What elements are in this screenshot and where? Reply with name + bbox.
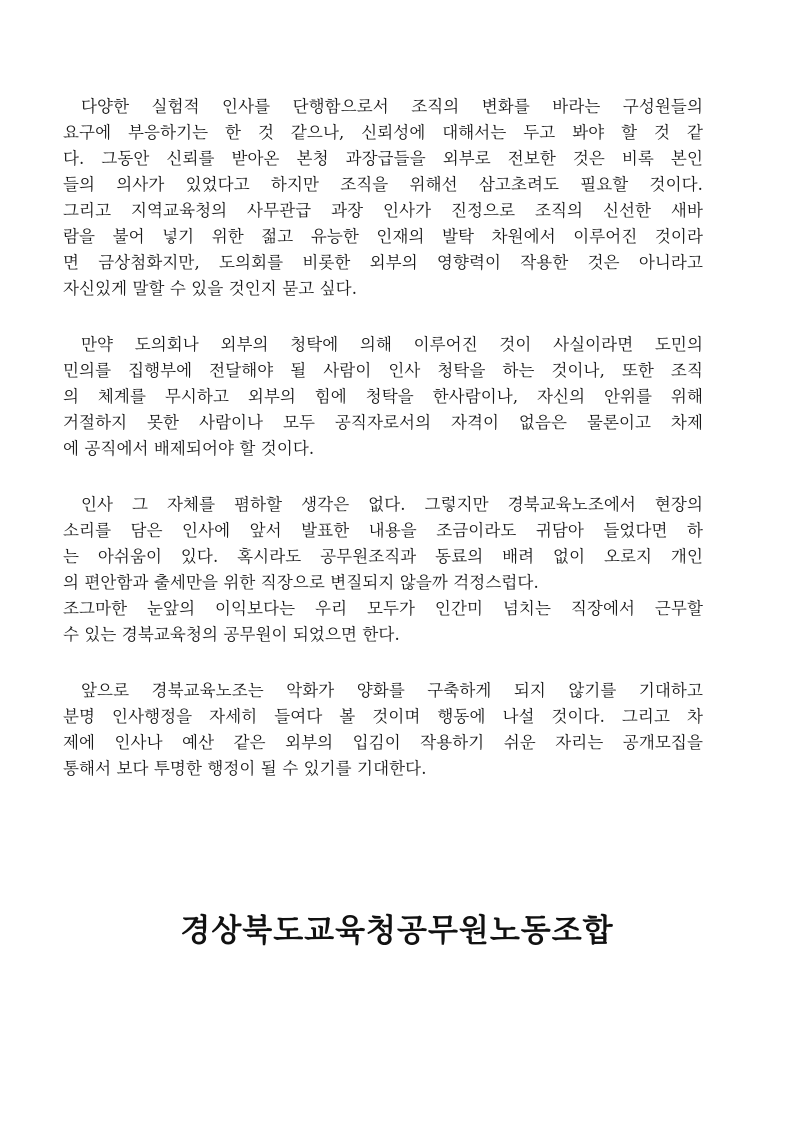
text-line: 면 금상첨화지만, 도의회를 비롯한 외부의 영향력이 작용한 것은 아니라고 (63, 253, 703, 272)
text-line: 통해서 보다 투명한 행정이 될 수 있기를 기대한다. (63, 759, 427, 778)
text-line: 요구에 부응하기는 한 것 같으나, 신뢰성에 대해서는 두고 봐야 할 것 같 (63, 123, 703, 142)
text-line: 만약 도의회나 외부의 청탁에 의해 이루어진 것이 사실이라면 도민의 (81, 335, 703, 354)
text-line: 자신있게 말할 수 있을 것인지 묻고 싶다. (63, 279, 358, 298)
text-line: 그리고 지역교육청의 사무관급 과장 인사가 진정으로 조직의 신선한 새바 (63, 201, 703, 220)
text-line: 다양한 실험적 인사를 단행함으로서 조직의 변화를 바라는 구성원들의 (81, 97, 703, 116)
paragraph-2 (63, 332, 703, 462)
text-line: 제에 인사나 예산 같은 외부의 입김이 작용하기 쉬운 자리는 공개모집을 (63, 733, 703, 752)
text-line: 민의를 집행부에 전달해야 될 사람이 인사 청탁을 하는 것이나, 또한 조직 (63, 361, 703, 380)
text-line: 다. 그동안 신뢰를 받아온 본청 과장급들을 외부로 전보한 것은 비록 본인 (63, 149, 703, 168)
text-line: 들의 의사가 있었다고 하지만 조직을 위해선 삼고초려도 필요할 것이다. (63, 175, 703, 194)
paragraph-1 (63, 94, 703, 302)
text-line: 인사 그 자체를 폄하할 생각은 없다. 그렇지만 경북교육노조에서 현장의 (81, 495, 703, 514)
text-line: 조그마한 눈앞의 이익보다는 우리 모두가 인간미 넘치는 직장에서 근무할 (63, 599, 703, 618)
text-line: 의 체계를 무시하고 외부의 힘에 청탁을 한사람이나, 자신의 안위를 위해 (63, 387, 703, 406)
signature-organization: 경상북도교육청공무원노동조합 (180, 913, 614, 949)
text-line: 람을 불어 넣기 위한 젊고 유능한 인재의 발탁 차원에서 이루어진 것이라 (63, 227, 703, 246)
text-line: 의 편안함과 출세만을 위한 직장으로 변질되지 않을까 걱정스럽다. (63, 573, 539, 592)
text-line: 소리를 담은 인사에 앞서 발표한 내용을 조금이라도 귀담아 들었다면 하 (63, 521, 703, 540)
paragraph-4 (63, 678, 703, 782)
text-line: 분명 인사행정을 자세히 들여다 볼 것이며 행동에 나설 것이다. 그리고 차 (63, 707, 703, 726)
text-line: 수 있는 경북교육청의 공무원이 되었으면 한다. (63, 625, 400, 644)
text-line: 거절하지 못한 사람이나 모두 공직자로서의 자격이 없음은 물론이고 차제 (63, 413, 703, 432)
body-text (63, 94, 703, 812)
paragraph-3 (63, 492, 703, 648)
text-line: 앞으로 경북교육노조는 악화가 양화를 구축하게 되지 않기를 기대하고 (81, 681, 703, 700)
text-line: 에 공직에서 배제되어야 할 것이다. (63, 439, 315, 458)
text-line: 는 아쉬움이 있다. 혹시라도 공무원조직과 동료의 배려 없이 오로지 개인 (63, 547, 703, 566)
